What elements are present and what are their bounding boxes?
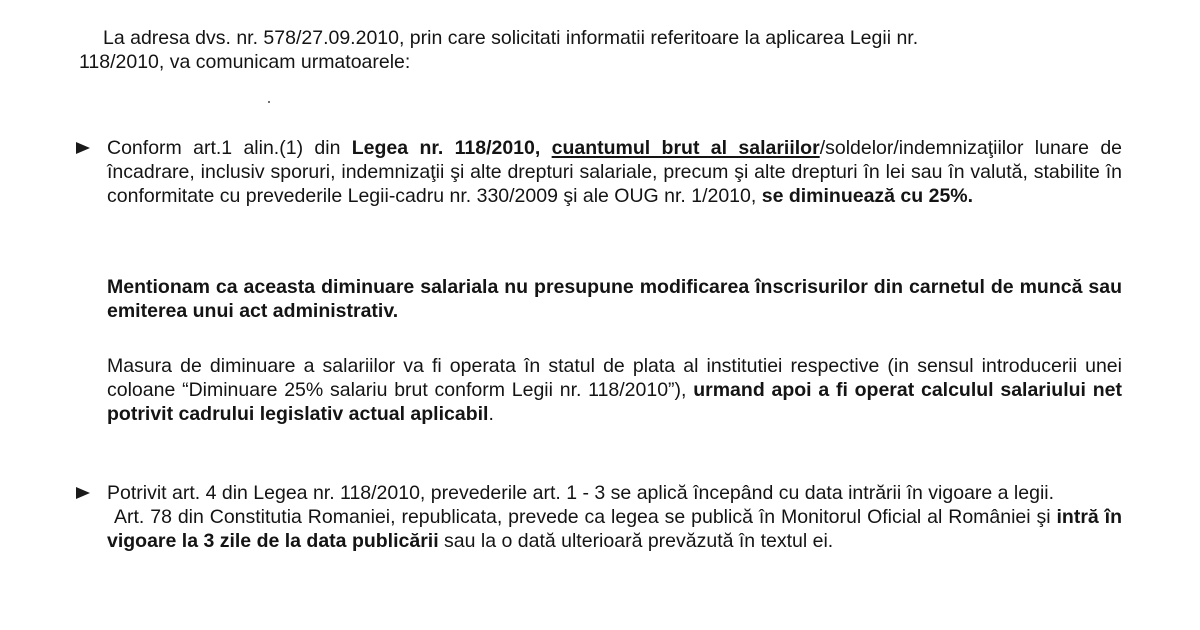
point-1-text-a: Conform art.1 alin.(1) din [107, 137, 352, 159]
bullet-arrow-icon [74, 136, 94, 160]
point-2-text-bold: intră în vigoare la 3 zile de la data publicării [107, 506, 1122, 552]
point-2-text-a: Art. 78 din Constitutia Romaniei, republicata, prevede ca legea se publică în Monitorul Oficial al României şi [114, 506, 1057, 528]
point-1-paragraph [107, 136, 1122, 208]
point-2-line-1: Potrivit art. 4 din Legea nr. 118/2010, prevederile art. 1 - 3 se aplică începând cu data intrării în vigoare a legii. [107, 482, 1055, 504]
note-text: Mentionam ca aceasta diminuare salariala nu presupune modificarea înscrisurilor din carnetul de muncă sau emiterea unui act administrativ. [107, 276, 1122, 322]
measure-text-bold: urmand apoi a fi operat calculul salariului net potrivit cadrului legislativ actual aplicabil [107, 379, 1122, 425]
measure-text-end: . [488, 403, 494, 425]
intro-line-1: La adresa dvs. nr. 578/27.09.2010, prin care solicitati informatii referitoare la aplicarea Legii nr. [103, 27, 919, 49]
point-1-text-b: /soldelor/indemnizaţiilor lunare de încadrare, inclusiv sporuri, indemnizaţii şi alte drepturi salariale, precum şi alte drepturi în lei sau în valută, stabilite în conformitate cu prevederile Legii-cadru nr. 330/2009 şi ale OUG nr. 1/2010, [107, 137, 1123, 207]
point-2-constitution [107, 505, 1122, 553]
bullet-arrow-icon [74, 481, 94, 505]
measure-paragraph [107, 354, 1122, 426]
point-2-paragraph [107, 481, 1122, 553]
point-1-gross-salary: cuantumul brut al salariilor [551, 137, 820, 159]
point-2-text-b: sau la o dată ulterioară prevăzută în textul ei. [438, 530, 834, 552]
note-paragraph [107, 275, 1122, 323]
point-1-reduction: se diminuează cu 25%. [761, 185, 974, 207]
point-1-law-ref: Legea nr. 118/2010, [351, 137, 541, 159]
intro-line-2: 118/2010, va comunicam urmatoarele: [79, 51, 411, 73]
scan-speck [268, 101, 270, 103]
intro-paragraph [79, 26, 1124, 74]
measure-text-a: Masura de diminuare a salariilor va fi operata în statul de plata al institutiei respective (in sensul introducerii unei coloane “Diminuare 25% salariu brut conform Legii nr. 118/2010”), [107, 355, 1122, 401]
